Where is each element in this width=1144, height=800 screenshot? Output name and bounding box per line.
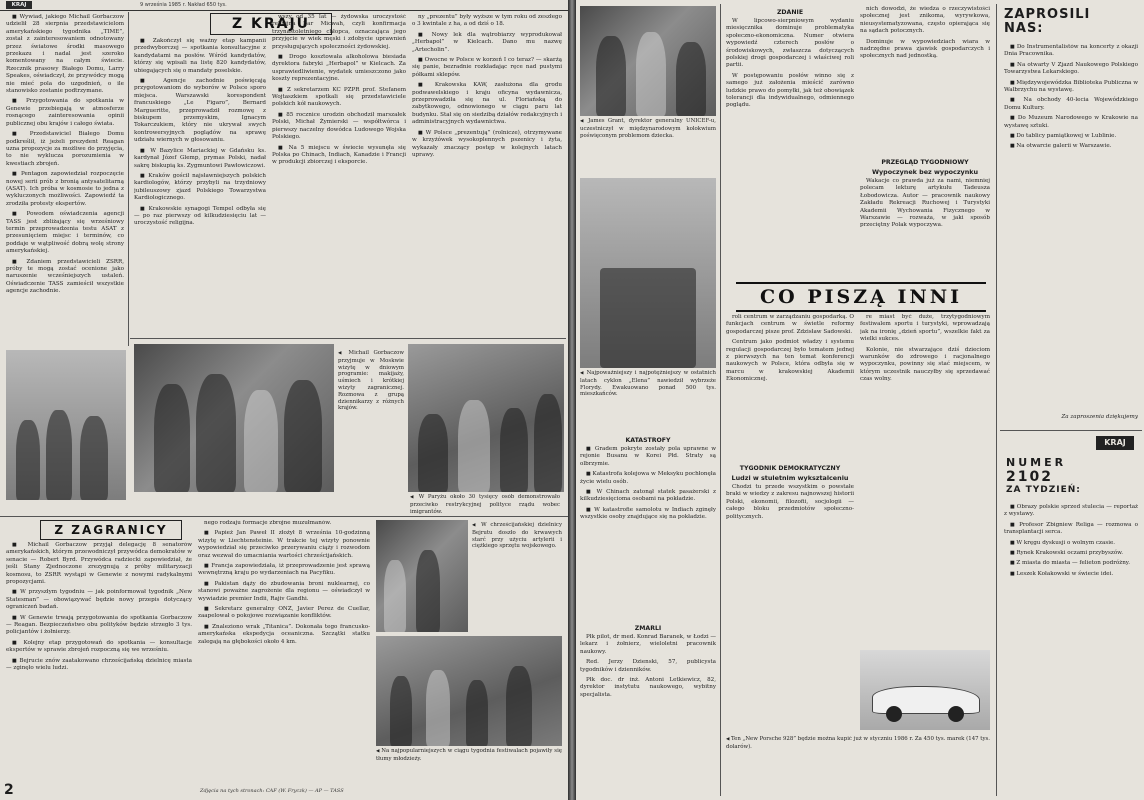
co-pisza-column	[726, 314, 854, 458]
invitation-item: ■ Na otwarcie galerii w Warszawie.	[1004, 143, 1138, 150]
invitation-item: ■ Na otwarty V Zjazd Naukowego Polskiego Towarzystwa Lekarskiego.	[1004, 62, 1138, 77]
news-item: ■ Nowy lek dla wątrobiarzy wyprodukował „Herbapol” w Kielcach. Dano mu nazwę „Artecholin”.	[412, 32, 562, 54]
z-zagranicy-column-b	[198, 520, 370, 782]
news-item: ■ W Polsce „prezentują” (rolnicze), otrzymywane w krzyżówek wysokoplennych pszenicy i żyta, wykazały znaczący postęp w kolejnych latach uprawy.	[412, 130, 562, 160]
katastrofy-column	[580, 446, 716, 614]
photo-credits-footer: Zdjęcia na tych stronach: CAF (W. Fryczk) — AP — TASS	[200, 788, 344, 794]
section-title-z-zagranicy: Z ZAGRANICY	[40, 520, 182, 540]
section-title-zmarli: ZMARLI	[634, 625, 662, 632]
news-item: ■ Sekretarz generalny ONZ, Javier Perez de Cuellar, zaapelował o pokojowe rozwiązanie konfliktów.	[198, 606, 370, 621]
news-item: ny „prezentu” były wyższe w tym roku od zeszłego o 3 kwintale z ha, a od dziś o 18.	[412, 14, 562, 28]
invitation-item: ■ Do Instrumentalistów na koncerty z okazji Dnia Pracownika.	[1004, 44, 1138, 59]
photo-cyclone	[580, 178, 716, 368]
photo-unicef	[580, 6, 716, 116]
tygodnik-column	[726, 484, 854, 640]
przeglad-continuation-column	[860, 314, 990, 454]
news-item: ■ Znaleziono wrak „Titanica”. Dokonała tego francusko-amerykańska ekspedycja oceaniczna. Szczątki statku zalegają na głębokości około 4 km.	[198, 624, 370, 646]
news-item: ■ Powodem oświadczenia agencji TASS jest zbliżający się wrześniowy termin przeprowadzenia testu ASAT z przesunięciem miejsc i terminów, co poddaje w wątpliwość dobrą wolę strony amerykańskiej.	[6, 211, 124, 255]
przeglad-column	[860, 178, 990, 258]
news-item: ■ Kolejny etap przygotowań do spotkania — konsultacje ekspertów w sprawie zbrojeń rozpoczną się we wrześniu.	[6, 640, 192, 655]
section-rule	[130, 338, 566, 339]
section-title-co-pisza-inni: CO PISZĄ INNI	[736, 282, 986, 312]
column-divider	[996, 4, 997, 796]
photo-gorbachev	[134, 344, 334, 492]
next-issue-item: ■ Rynek Krakowski oczami przybyszów.	[1004, 550, 1138, 557]
photo-beirut-street	[376, 520, 468, 632]
article-paragraph: Dominuje w wypowiedziach wiara w nadrzędne prawa zjawisk gospodarczych i społecznych nad jednostką.	[860, 38, 990, 60]
zmarli-column	[580, 634, 716, 794]
invitation-signature: Za zaproszenia dziękujemy	[1061, 414, 1138, 420]
news-item: ■ Pentagon zapowiedział rozpoczęcie nowej serii prób z bronią antysatelitarną (ASAT). Ich próba w kosmosie to jedna z wykluczonych możliwości. Zapowiedź ta zrodziła protesty ekspertów.	[6, 171, 124, 208]
news-item: ■ Zdaniem przedstawicieli ZSRR, próby te mogą zostać ocenione jako naruszenie wcześniejszych ustaleń. Oświadczenie TASS zamieścił wszystkie agencje zachodnie.	[6, 259, 124, 296]
masthead-dateline: 9 września 1985 r. Nakład 650 tys.	[140, 2, 227, 8]
article-paragraph: Chodzi tu przede wszystkim o powstałe braki w wiedzy z zakresu najnowszej historii Polski, ekonomii, filozofii, socjologii — całego bloku przedmiotów społeczno-politycznych.	[726, 484, 854, 520]
obituary-item: Red. Jerzy Dzienski, 57, publicysta tygodników i dzienników.	[580, 659, 716, 673]
invitation-item: ■ Międzywojewódzka Biblioteka Publiczna w Wałbrzychu na wystawę.	[1004, 80, 1138, 95]
section-title-tygodnik: TYGODNIK DEMOKRATYCZNY	[739, 465, 841, 472]
masthead	[0, 0, 568, 10]
news-item: ■ W katastrofie samolotu w Indiach zginęły wszystkie osoby znajdujące się na pokładzie.	[580, 507, 716, 522]
photo-paris-demonstration	[408, 344, 564, 492]
spine	[568, 0, 576, 800]
news-item: ■ Bejrucie znów zaatakowano chrześcijańską dzielnicę miasta — zginęło wielu ludzi.	[6, 658, 192, 673]
right-page	[576, 0, 1144, 800]
section-title-przeglad: PRZEGLĄD TYGODNIOWY	[881, 159, 969, 166]
news-item: ■ Owocne w Polsce w korzeń I co teraz? — skarżą się panie, bezradnie rozkładając ręce nad pustymi półkami sklepów.	[412, 57, 562, 79]
zaprosili-line-1: ZAPROSILI	[1004, 7, 1091, 22]
next-issue-item: ■ W kręgu dyskusji o wolnym czasie.	[1004, 540, 1138, 547]
next-issue-item: ■ Z miasta do miasta — felieton podróżny.	[1004, 560, 1138, 567]
news-item: ■ Przygotowania do spotkania w Genewie przebiegają w atmosferze rosnącego zainteresowania opinii publicznej obu krajów i całego świata.	[6, 98, 124, 128]
news-item: ■ Krakowskie synagogi Tempel odbyła się — po raz pierwszy od kilkudziesięciu lat — uroczystość religijna.	[134, 206, 266, 228]
article-paragraph: Wakacje co prawda już za nami, niemniej polecam lekturę artykułu Tadeusza Łobodowicza. Autor — pracownik naukowy Zakładu Rekreacji Ruchowej i Turystyki Akademii Wychowania Fizycznego w Warszawie — rozważa, w jaki sposób przeciętny Polak wypoczywa.	[860, 178, 990, 229]
news-item: ■ Papież Jan Paweł II złożył 8 września 10-godzinną wizytę w Liechtensteinie. W trakcie tej wizyty ponownie wypowiedział się przeciwko przerywaniu ciąży i rozwodom oraz wezwał do umacniania wartości chrześcijańskich.	[198, 530, 370, 560]
news-item: ■ Wywiad, jakiego Michail Gorbaczow udzielił 28 sierpnia przedstawicielom amerykańskiego tygodnika „TIME”, został z zainteresowaniem odnotowany przez światowe środki masowego przekazu i nadal jest szeroko komentowany na całym świecie. Rzecznik prasowy Białego Domu, Larry Speakes, oświadczył, że przywódcy mogą nie mieć pola do uzgodnień, o ile stanowisko zostanie podtrzymane.	[6, 14, 124, 95]
zdanie-column	[726, 18, 854, 276]
photo-caption-cyclone: ◀ Najpoważniejszy i najpotężniejszy w ostatnich latach cyklon „Elena” nawiedził wybrzeże Florydy. Ewakuowano ponad 500 tys. mieszkańców.	[580, 370, 716, 430]
column-divider	[720, 4, 721, 796]
masthead-logo: KRAJ	[6, 1, 32, 9]
article-paragraph: nich dowodzi, że wiedza o rzeczywistości społecznej jest znikoma, wyrywkowa, nieusystematyzowana, często opierająca się na sądach potocznych.	[860, 6, 990, 35]
masthead-rule	[0, 10, 568, 11]
news-item: ■ W przyszłym tygodniu — jak poinformował tygodnik „New Statesman” — obowiązywać będzie nowy przepis dotyczący ograniczeń badań.	[6, 589, 192, 611]
news-item: ■ Gradem pokryte zostały pola uprawne w rejonie Busanu w Korei Płd. Straty są olbrzymie.	[580, 446, 716, 468]
section-title-zaprosili	[1004, 8, 1140, 36]
numer-value: 2102	[1006, 469, 1053, 485]
news-item: wszy od 35 lat — żydowska uroczystość religijna Bar Micwah, czyli konfirmacja trzynastoletniego chłopca, oznaczająca jego przyjęcie w wiek męski i zdobycie uprawnień przysługujących społeczności żydowskiej.	[272, 14, 406, 50]
photo-festival	[376, 636, 562, 746]
next-issue-label: ZA TYDZIEŃ:	[1006, 485, 1081, 495]
news-item: ■ 85 rocznice urodzin obchodził marszałek Polski, Michał Żymierski — współtwórca i pierwszy naczelny dowódca Ludowego Wojska Polskiego.	[272, 112, 406, 142]
photo-caption-paris: ◀ W Paryżu około 30 tysięcy osób demonstrowało przeciwko restrykcyjnej polityce rządu wobec imigrantów.	[410, 494, 560, 514]
news-item: ■ Francja zapowiedziała, iż przeprowadzenie jest sprawą wewnętrzną kraju po wydarzeniach na Pacyfiku.	[198, 563, 370, 578]
section-rule	[0, 516, 568, 517]
zaprosili-column	[1004, 44, 1138, 410]
news-item: ■ Pakistan dąży do zbudowania broni nuklearnej, co stanowi poważne zagrożenie dla regionu — oświadczył w wywiadzie premier Indii, Rajiv Gandhi.	[198, 581, 370, 603]
numer-label: NUMER	[1006, 456, 1067, 469]
z-kraju-column-a	[134, 38, 266, 332]
next-issue-item: ■ Profesor Zbigniew Religa — rozmowa o transplantacji serca.	[1004, 522, 1138, 537]
z-kraju-column-c	[412, 14, 562, 332]
next-issue-item: ■ Leszek Kołakowski w świecie idei.	[1004, 571, 1138, 578]
zaprosili-line-2: NAS:	[1004, 21, 1044, 36]
page-number: 2	[4, 782, 14, 798]
news-item: ■ Na 5 miejscu w świecie wysunęła się Polska po Chinach, Indiach, Kanadzie i Francji w produkcji zbiorczej i eksporcie.	[272, 145, 406, 167]
photo-crowd-left	[6, 350, 126, 500]
article-paragraph: W lipcowo-sierpniowym wydaniu miesięcznika dominuje problematyka społeczno-ekonomiczna. Numer otwiera wypowiedź czterech posłów o środowiskowych, zwłaszcza dotyczących polskiej drogi gospodarczej i właściwej roli partii.	[726, 18, 854, 69]
kraj-logo: KRAJ	[1096, 436, 1134, 450]
news-item: ■ Agencje zachodnie poświęcają przygotowaniom do wyborów w Polsce sporo miejsca. Warszawski korespondent francuskiego „Le Figaro”, Bernard Margueritte, przeprowadził rozmowę z biskupem przemyskim, Ignacym Tokarczukiem, który nie ukrywał swych kontrowersyjnych poglądów na sprawę udziału wiernych w głosowaniu.	[134, 78, 266, 145]
invitation-item: ■ Do tablicy pamiątkowej w Lublinie.	[1004, 133, 1138, 140]
z-zagranicy-column-a	[6, 542, 192, 780]
news-item: ■ Drogo kosztowała alkoholowa biesiada dyrektora fabryki „Herbapol” w Kielcach. Za usprawiedliwienie, wydatek umieszczono jako koszty reprezentacyjne.	[272, 54, 406, 84]
news-item: ■ W Bazylice Mariackiej w Gdańsku ks. kardynał Józef Glemp, prymas Polski, nadał sakrę biskupią ks. Zygmuntowi Pawłowiczowi.	[134, 148, 266, 170]
column-divider	[128, 12, 129, 346]
news-column-left	[6, 14, 124, 344]
news-item: ■ Przedstawiciel Białego Domu podkreślił, iż jeżeli prezydent Reagan uzna propozycje za możliwe do przyjęcia, to nie wyklucza porozumienia w kwestiach zbrojeń.	[6, 131, 124, 168]
next-issue-item: ■ Obrazy polskie sprzed stulecia — reportaż z wystawy.	[1004, 504, 1138, 519]
photo-caption-beirut: ◀ W chrześcijańskiej dzielnicy Bejrutu doszło do krwawych starć przy użyciu artylerii i ciężkiego sprzętu wojskowego.	[472, 522, 562, 632]
news-item: ■ Krakowska KAW, zasłużona dla grodu podwawelskiego i kraju oficyna wydawnicza, przeprowadziła się na ul. Floriańską do zabytkowego, odnowionego w ciągu paru lat budynku. Stał się on siedzibą działów redakcyjnych i administracyjnych wydawnictwa.	[412, 82, 562, 126]
article-paragraph: re miast być duże, trzytygodniowym festiwalem sportu i turystyki, wprowadzają jak na ironię „dzień sportu”, wszelkie fakt za wielki sukces.	[860, 314, 990, 343]
invitation-item: ■ Na obchody 40-lecia Wojewódzkiego Domu Kultury.	[1004, 97, 1138, 112]
article-paragraph: roli centrum w zarządzaniu gospodarką. O funkcjach centrum w świetle reformy gospodarczej pisze prof. Zdzisław Sadowski.	[726, 314, 854, 335]
invitation-item: ■ Do Muzeum Narodowego w Krakowie na wystawę sztuki.	[1004, 115, 1138, 130]
news-item: ■ W Chinach zatonął statek pasażerski z kilkudziesięcioma osobami na pokładzie.	[580, 489, 716, 504]
news-item: ■ Katastrofa kolejowa w Meksyku pochłonęła życie wielu osób.	[580, 471, 716, 486]
news-item: ■ Zakończył się ważny etap kampanii przedwyborczej — spotkania konsultacyjne z kandydatami na posłów. Wśród kandydatów, którzy się wpisali na listę 820 kandydatów, ubiegających się o mandaty poselskie.	[134, 38, 266, 75]
section-title-zdanie: ZDANIE	[776, 9, 804, 16]
article-subtitle: Wypoczynek bez wypoczynku	[871, 168, 979, 176]
article-paragraph: Centrum jako podmiot władzy i systemu regulacji gospodarczej było tematem jednej z pierwszych na ten temat konferencji naukowych w Polsce, która odbyła się w marcu w krakowskiej Akademii Ekonomicznej.	[726, 339, 854, 383]
news-item: nego rodzaju formacje zbrojne muzułmanów.	[204, 520, 332, 526]
news-item: ■ W Genewie trwają przygotowania do spotkania Gorbaczow — Reagan. Bezpieczeństwo obu polityków będzie strzegło 3 tys. policjantów i żołnierzy.	[6, 615, 192, 637]
photo-caption-unicef: ◀ James Grant, dyrektor generalny UNICEF-u, uczestniczył w międzynarodowym kolokwium poświęconym problemom dziecka.	[580, 118, 716, 174]
article-paragraph: W postępowaniu posłów winno się z samego już założenia mieścić zarówno ludzkie prawo do pomyłki, jak też obowiązek tolerancji dla indywidualnego, odmiennego poglądu.	[726, 72, 854, 109]
section-title-z-kraju: Z KRAJU	[210, 13, 332, 35]
obituary-item: Płk pilot, dr med. Konrad Baranek, w Łodzi — lekarz i żołnierz, wieloletni pracownik naukowy.	[580, 634, 716, 655]
obituary-item: Płk doc. dr inż. Antoni Letkiewicz, 82, dyrektor instytutu naukowego, wybitny specjalista.	[580, 677, 716, 698]
section-title-katastrofy: KATASTROFY	[625, 437, 671, 444]
next-issue-header	[1006, 456, 1140, 495]
photo-caption-gorbachev: ◀ Michail Gorbaczow przyjmuje w Moskwie wizytę w dniowym programie: makijaży, uśmiech i krótkiej wizyty zagranicznej. Rozmowa z grupą dziennikarzy z różnych krajów.	[338, 350, 404, 490]
left-page	[0, 0, 568, 800]
news-item: ■ Z sekretarzem KC PZPR prof. Stefanem Wojtaszkiem spotkali się przedstawiciele polskich kół naukowych.	[272, 87, 406, 109]
news-item: ■ Kraków gościł najsławniejszych polskich kardiologów, którzy przybyli na trzydniowy jubileuszowy zjazd Polskiego Towarzystwa Kardiologicznego.	[134, 173, 266, 203]
next-issue-column	[1004, 504, 1138, 794]
photo-caption-porsche: ◀ Ten „New Porsche 928” będzie można kupić już w styczniu 1986 r. Za 450 tys. marek (147 tys. dolarów).	[726, 736, 990, 776]
news-item: ■ Michail Gorbaczow przyjął delegację 8 senatorów amerykańskich, którym przewodniczył przywódca demokratów w senacie — Robert Byrd. Przywódca radziecki zapowiedział, że jeśli Stany Zjednoczone zrezygnują z próby militaryzacji kosmosu, to ZSRR wystąpi w Genewie z nowymi radykalnymi propozycjami.	[6, 542, 192, 586]
article-continuation-column	[860, 6, 990, 152]
article-subtitle: Ludzi w stuletnim wyksztalceniu	[731, 474, 849, 482]
z-kraju-column-b	[272, 14, 406, 332]
section-rule	[1000, 430, 1142, 431]
photo-porsche	[860, 650, 990, 730]
article-paragraph: Kolonie, nie stwarzające dziś dzieciom warunków do zdrowego i racjonalnego wypoczynku, powinny się stać miejscem, w którym uczestnik nauczyłby się sprzedawać czas wolny.	[860, 346, 990, 383]
photo-caption-festival: ◀ Na najpopularniejszych w ciągu tygodnia festiwalach pojawiły się tłumy młodzieży.	[376, 748, 562, 782]
